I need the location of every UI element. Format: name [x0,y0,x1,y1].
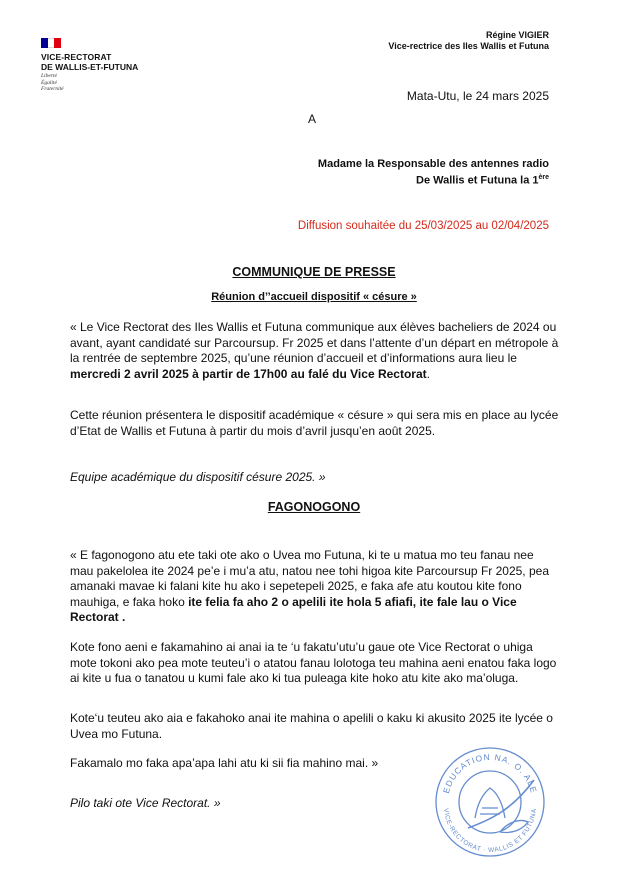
flag-white-stripe [48,38,55,48]
fagonogono-paragraph-1-bold: ite felia fa aho 2 o apelili ite hola 5 afiafi, ite fale lau o Vice Rectorat . [70,594,517,624]
org-name-line2: DE WALLIS-ET-FUTUNA [41,62,139,72]
recipient-line2 [416,174,549,187]
flag-blue-stripe [41,38,48,48]
motto-fraternite: Fraternité [41,86,64,92]
stamp-top-text: EDUCATION NA. O. ALE [440,751,540,795]
svg-text:VICE-RECTORAT · WALLIS ET FUTU [442,808,538,854]
sender-title: Vice-rectrice des Iles Wallis et Futuna [388,41,549,51]
org-name-line1: VICE-RECTORAT [41,52,112,62]
press-paragraph-2: Cette réunion présentera le dispositif académique « césure » qui sera mis en place au lycée d’Etat de Wallis et Futuna à partir du mois d’avril jusqu’en août 2025. [70,408,559,438]
recipient-line2-text: De Wallis et Futuna la 1 [416,174,539,187]
sender-name: Régine VIGIER [485,30,549,40]
fagonogono-paragraph-4: Fakamalo mo faka apa’apa lahi atu ki sii fia mahino mai. » [70,756,379,770]
stamp-bottom-text: VICE-RECTORAT · WALLIS ET FUTUNA [442,807,538,855]
press-signoff: Equipe académique du dispositif césure 2025. » [70,470,326,484]
fagonogono-title: FAGONOGONO [267,500,361,514]
fagonogono-signoff: Pilo taki ote Vice Rectorat. » [70,796,221,810]
flag-red-stripe [54,38,61,48]
motto-liberte: Liberté [41,73,57,79]
date-line: Mata-Utu, le 24 mars 2025 [406,89,549,103]
republic-motto [41,73,64,93]
press-paragraph-1 [70,320,560,382]
diffusion-dates: Diffusion souhaitée du 25/03/2025 au 02/04/2025 [297,220,549,232]
marianne-logo-icon [41,38,61,48]
fagonogono-paragraph-1 [70,548,560,626]
fagonogono-paragraph-2: Kote fono aeni e fakamahino ai anai ia te ‘u fakatu’utu’u gaue ote Vice Rectorat o uhiga mote tokoni ako pea mote teuteu’i o atatou fanau lolotoga teu mahina aeni enatou faka logo ai kite u fua o tanatou u kumi fale ako ki tua puleaga kite hoko atu kite ako ma’oluga. [70,640,557,685]
fagonogono-paragraph-3: Kote‘u teuteu ako aia e fakahoko anai ite mahina o apelili o kaku ki akusito 2025 ite lycée o Uvea mo Futuna. [70,711,553,741]
motto-egalite: Égalité [41,79,57,86]
press-release-subtitle: Réunion d’’accueil dispositif « césure » [211,291,417,303]
recipient-line2-sup: ère [538,174,549,181]
official-stamp-icon [430,740,550,860]
press-paragraph-1-end: . [426,366,430,381]
press-release-title: COMMUNIQUE DE PRESSE [232,265,396,279]
press-paragraph-1-bold: mercredi 2 avril 2025 à partir de 17h00 au falé du Vice Rectorat [70,366,427,381]
recipient-line1: Madame la Responsable des antennes radio [317,158,549,170]
fagonogono-paragraph-1-text: « E fagonogono atu ete taki ote ako o Uvea mo Futuna, ki te u matua mo teu fanau nee mau pakelolea ite 2024 pe’e i mu’a atu, natou nee tohi higoa kite Parcoursup Fr 2025, pea amanaki mavae ki falani kite hu ako i sepetepeli 2025, e faka afe atu koutou kite fono mauhiga, e faka hoko [70,548,549,609]
press-paragraph-1-text: « Le Vice Rectorat des Iles Wallis et Futuna communique aux élèves bacheliers de 2024 ou avant, ayant candidaté sur Parcoursup. Fr 2025 et dans l’attente d’un départ en métropole à la rentrée de septembre 2025, qu’une réunion d’accueil et d’informations aura lieu le [70,320,559,365]
addressee-prefix: A [308,112,317,126]
